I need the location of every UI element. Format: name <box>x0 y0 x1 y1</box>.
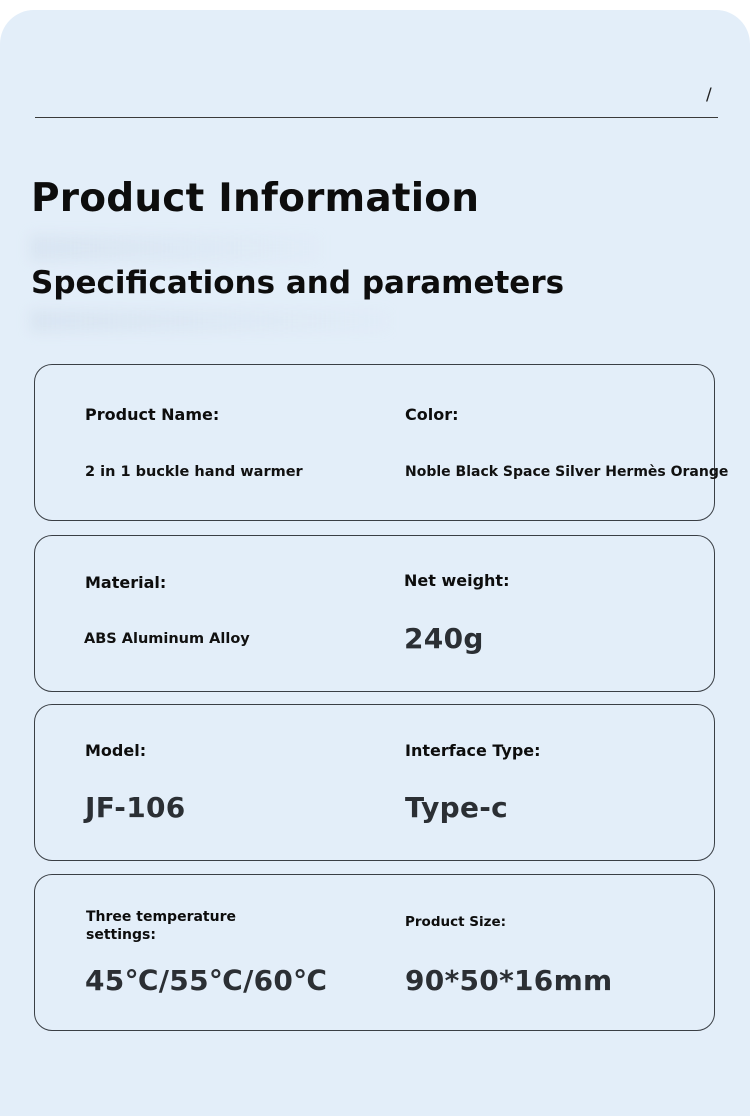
product-info-page <box>0 10 750 1116</box>
slash-mark: / <box>706 85 712 105</box>
material-label: Material: <box>85 573 167 592</box>
spec-card-name-color <box>34 364 729 521</box>
color-label: Color: <box>405 405 459 424</box>
faded-watermark-text <box>30 235 320 261</box>
product-size-label: Product Size: <box>405 914 507 930</box>
net-weight-value: 240g <box>404 622 484 655</box>
interface-type-value: Type-c <box>405 791 509 824</box>
product-name-value: 2 in 1 buckle hand warmer <box>85 464 303 480</box>
color-value: Noble Black Space Silver Hermès Orange <box>405 464 729 480</box>
faded-watermark-text <box>30 310 390 332</box>
net-weight-label: Net weight: <box>404 571 510 590</box>
temperature-settings-label: Three temperature settings: <box>86 909 236 943</box>
product-size-value: 90*50*16mm <box>405 964 613 997</box>
header-divider <box>35 117 718 118</box>
model-value: JF-106 <box>85 791 186 824</box>
model-label: Model: <box>85 741 147 760</box>
page-title: Product Information <box>31 176 480 221</box>
spec-card-material-weight <box>34 535 715 692</box>
section-subtitle: Specifications and parameters <box>31 265 565 301</box>
temperature-settings-value: 45℃/55℃/60℃ <box>85 964 328 997</box>
spec-card-model-interface <box>34 704 715 861</box>
material-value: ABS Aluminum Alloy <box>84 631 250 647</box>
spec-card-temperature-size <box>34 874 715 1031</box>
interface-type-label: Interface Type: <box>405 741 541 760</box>
product-name-label: Product Name: <box>85 405 220 424</box>
